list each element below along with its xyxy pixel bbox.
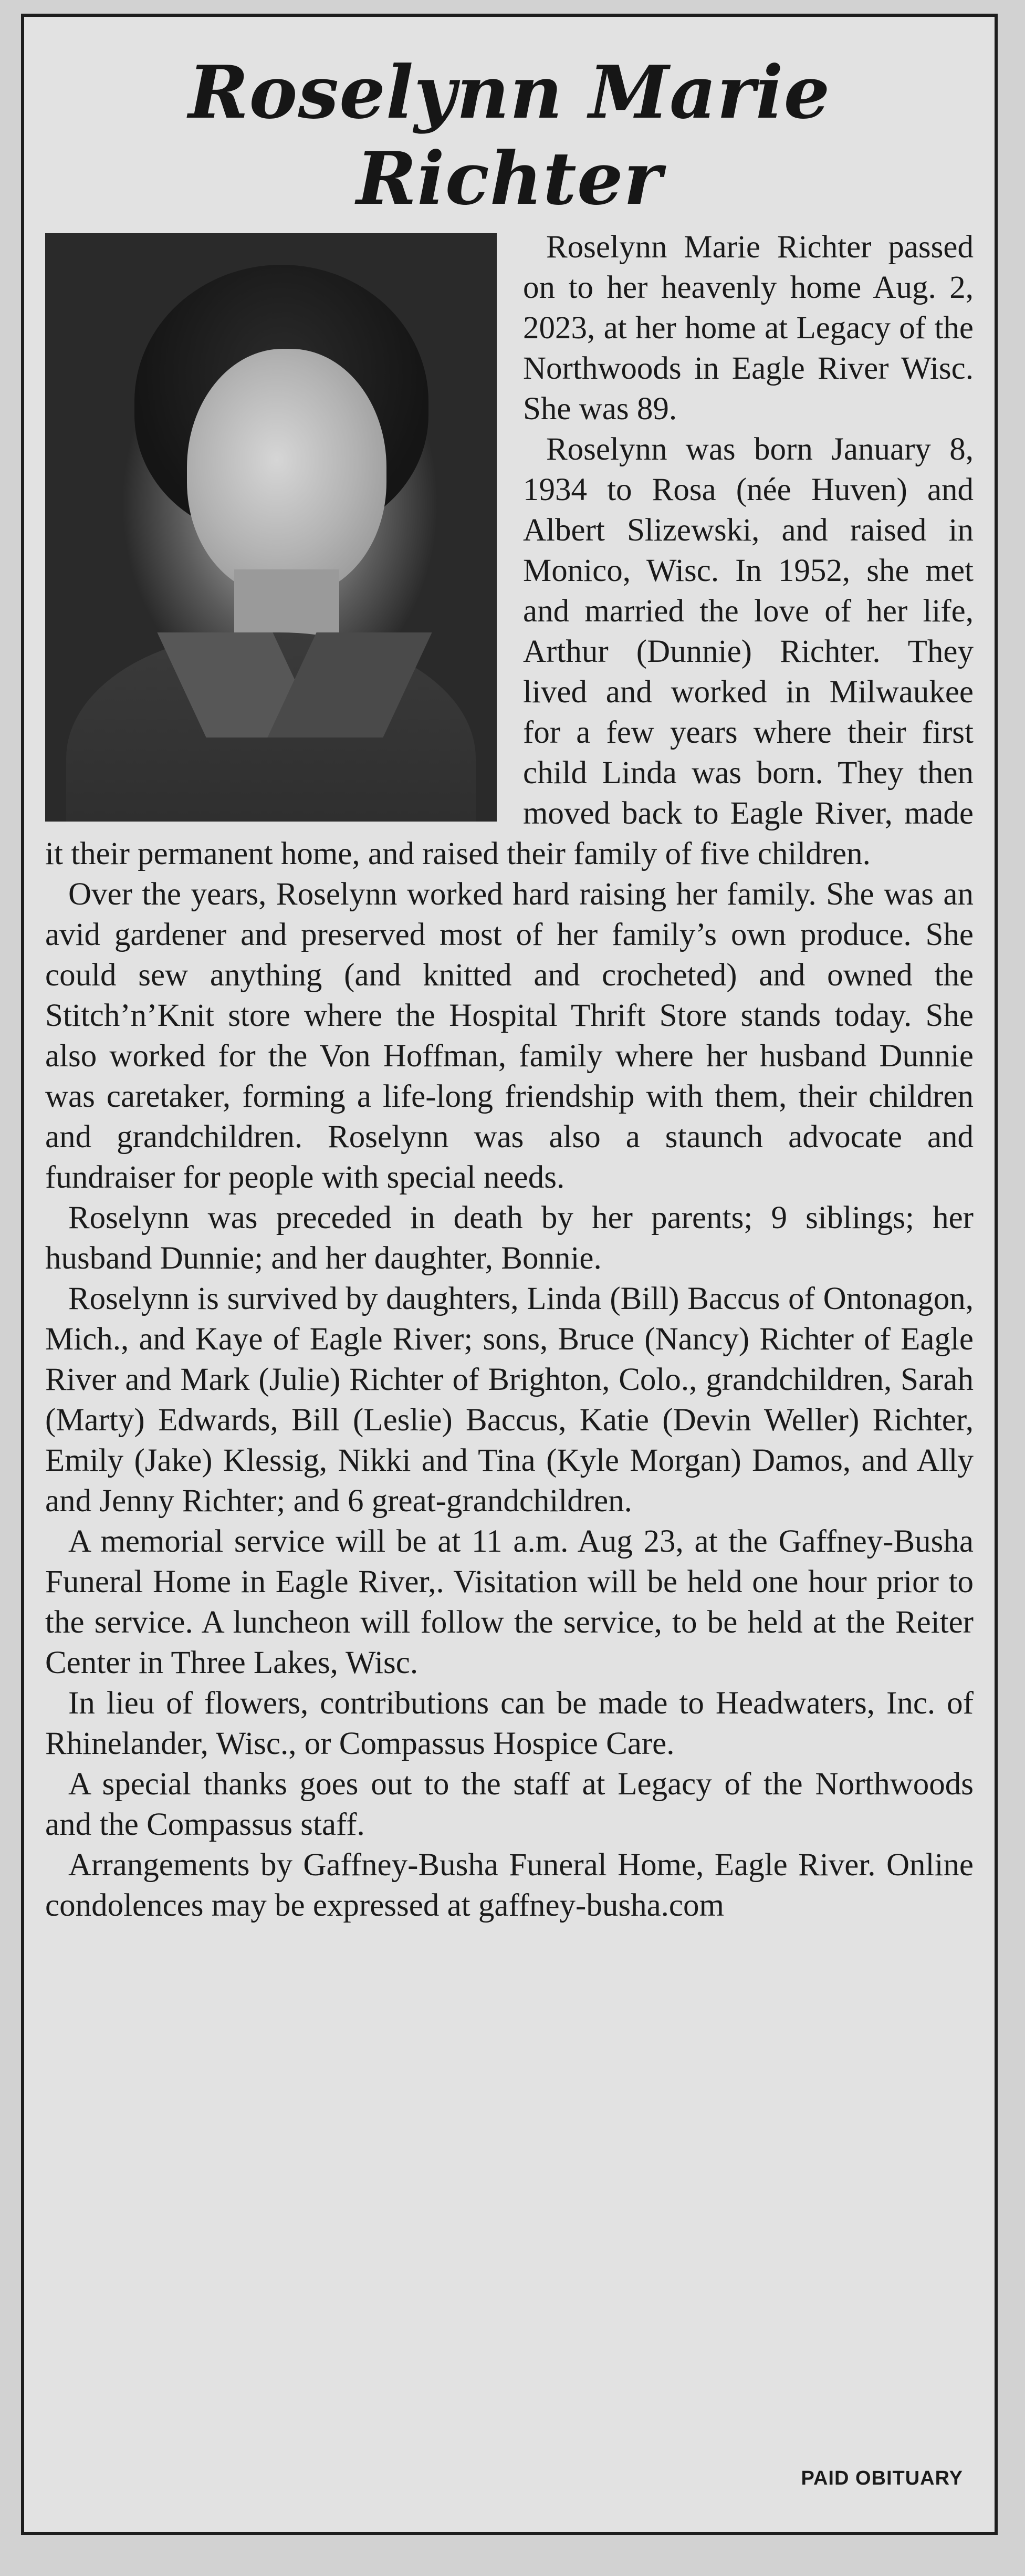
paragraph-preceded: Roselynn was preceded in death by her parents; 9 siblings; her husband Dunnie; and her daughter, Bonnie. xyxy=(45,1200,974,1276)
paragraph-contributions: In lieu of flowers, contributions can be made to Headwaters, Inc. of Rhinelander, Wisc., or Compassus Hospice Care. xyxy=(45,1686,974,1761)
obituary-content xyxy=(45,17,974,2532)
paragraph-arrangements: Arrangements by Gaffney-Busha Funeral Home, Eagle River. Online condolences may be expressed at gaffney-busha.com xyxy=(45,1847,974,1923)
paragraph-death-notice: Roselynn Marie Richter passed on to her heavenly home Aug. 2, 2023, at her home at Legacy of the Northwoods in Eagle River Wisc. She was 89. xyxy=(523,230,974,427)
photo-face-shape xyxy=(187,349,386,596)
paragraph-life-work: Over the years, Roselynn worked hard raising her family. She was an avid gardener and preserved most of her family’s own produce. She could sew anything (and knitted and crocheted) and owned the Stitch’n’Knit store where the Hospital Thrift Store stands today. She also worked for the Von Hoffman, family where her husband Dunnie was caretaker, forming a life-long friendship with them, their children and grandchildren. Roselynn was also a staunch advocate and fundraiser for people with special needs. xyxy=(45,877,974,1195)
paragraph-survived: Roselynn is survived by daughters, Linda (Bill) Baccus of Ontonagon, Mich., and Kaye of Eagle River; sons, Bruce (Nancy) Richter of Eagle River and Mark (Julie) Richter of Brighton, Colo., grandchildren, Sarah (Marty) Edwards, Bill (Leslie) Baccus, Katie (Devin Weller) Richter, Emily (Jake) Klessig, Nikki and Tina (Kyle Morgan) Damos, and Ally and Jenny Richter; and 6 great-grandchildren. xyxy=(45,1281,974,1519)
paid-obituary-tag: PAID OBITUARY xyxy=(801,2467,963,2489)
paragraph-thanks: A special thanks goes out to the staff at Legacy of the Northwoods and the Compassus staff. xyxy=(45,1767,974,1842)
paragraph-early-life: Roselynn was born January 8, 1934 to Rosa (née Huven) and Albert Slizewski, and raised in Monico, Wisc. In 1952, she met and married the love of her life, Arthur (Dunnie) Richter. They lived and worked in Milwaukee for a few years where their first child Linda was born. They then moved back to Eagle River, made it their permanent home, and raised their family of five children. xyxy=(45,432,974,871)
portrait-photo xyxy=(45,233,497,822)
obituary-title xyxy=(45,49,974,222)
deceased-name: Roselynn Marie Richter xyxy=(188,49,831,221)
paragraph-memorial: A memorial service will be at 11 a.m. Aug 23, at the Gaffney-Busha Funeral Home in Eagle River,. Visitation will be held one hour prior to the service. A luncheon will follow the service, to be held at the Reiter Center in Three Lakes, Wisc. xyxy=(45,1524,974,1680)
obituary-box xyxy=(21,14,998,2535)
